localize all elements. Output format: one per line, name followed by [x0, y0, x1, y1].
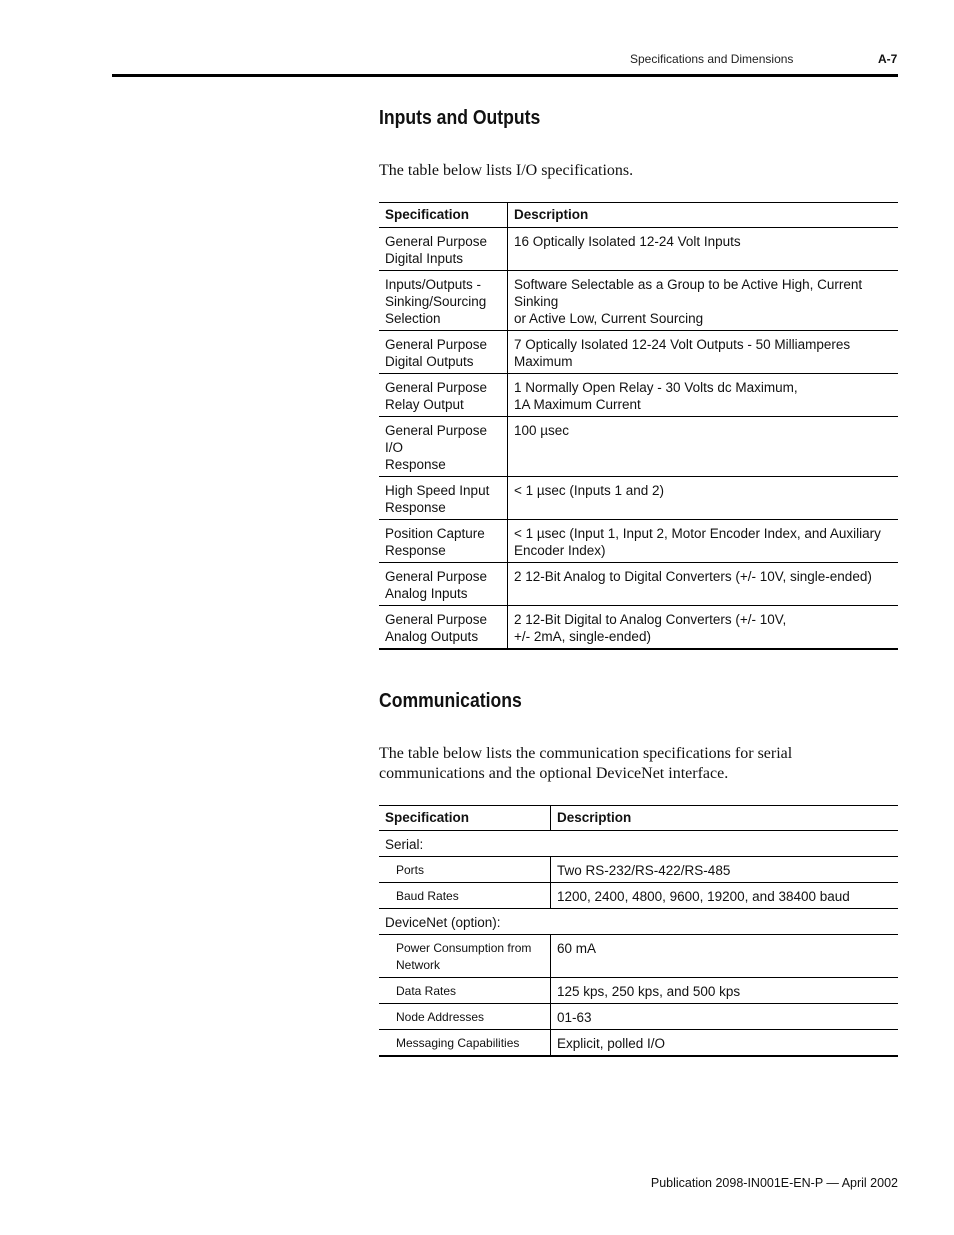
spec-cell: General Purpose Digital Inputs	[379, 228, 508, 271]
desc-cell: 2 12-Bit Digital to Analog Converters (+/- 10V, +/- 2mA, single-ended)	[508, 606, 899, 650]
table-row	[379, 271, 898, 331]
desc-cell: Two RS-232/RS-422/RS-485	[551, 857, 899, 883]
desc-cell: 7 Optically Isolated 12-24 Volt Outputs - 50 Milliamperes Maximum	[508, 331, 899, 374]
table-row	[379, 606, 898, 650]
spec-cell: Data Rates	[379, 978, 551, 1004]
spec-cell: General Purpose I/O Response	[379, 417, 508, 477]
column-header-description: Description	[551, 806, 899, 831]
io-intro: The table below lists I/O specifications.	[379, 162, 634, 179]
group-row	[379, 909, 898, 935]
spec-cell: Baud Rates	[379, 883, 551, 909]
comm-intro: The table below lists the communication specifications for serial communications and the optional DeviceNet interface.	[379, 745, 793, 782]
table-row	[379, 1030, 898, 1057]
table-row	[379, 563, 898, 606]
io-spec-table	[379, 202, 898, 650]
spec-cell: Inputs/Outputs - Sinking/Sourcing Selection	[379, 271, 508, 331]
spec-cell: General Purpose Analog Inputs	[379, 563, 508, 606]
group-label: Serial:	[379, 831, 898, 857]
table-row	[379, 857, 898, 883]
table-row	[379, 935, 898, 978]
spec-cell: General Purpose Digital Outputs	[379, 331, 508, 374]
table-row	[379, 374, 898, 417]
group-row	[379, 831, 898, 857]
table-row	[379, 228, 898, 271]
spec-cell: General Purpose Relay Output	[379, 374, 508, 417]
desc-cell: 60 mA	[551, 935, 899, 978]
desc-cell: < 1 µsec (Inputs 1 and 2)	[508, 477, 899, 520]
header-rule	[112, 74, 898, 77]
table-row	[379, 978, 898, 1004]
desc-cell: 2 12-Bit Analog to Digital Converters (+/- 10V, single-ended)	[508, 563, 899, 606]
column-header-description: Description	[508, 203, 899, 228]
spec-cell: Node Addresses	[379, 1004, 551, 1030]
desc-cell: 1200, 2400, 4800, 9600, 19200, and 38400 baud	[551, 883, 899, 909]
desc-cell: 100 µsec	[508, 417, 899, 477]
table-row	[379, 520, 898, 563]
desc-cell: 125 kps, 250 kps, and 500 kps	[551, 978, 899, 1004]
table-row	[379, 477, 898, 520]
spec-cell: Power Consumption from Network	[379, 935, 551, 978]
spec-cell: High Speed Input Response	[379, 477, 508, 520]
table-row	[379, 883, 898, 909]
desc-cell: Explicit, polled I/O	[551, 1030, 899, 1057]
spec-cell: Position Capture Response	[379, 520, 508, 563]
table-row	[379, 331, 898, 374]
table-row	[379, 1004, 898, 1030]
spec-cell: Ports	[379, 857, 551, 883]
table-header-row	[379, 806, 898, 831]
table-header-row	[379, 203, 898, 228]
group-label: DeviceNet (option):	[379, 909, 898, 935]
desc-cell: < 1 µsec (Input 1, Input 2, Motor Encoder Index, and Auxiliary Encoder Index)	[508, 520, 899, 563]
publication-footer: Publication 2098-IN001E-EN-P — April 2002	[650, 1176, 898, 1190]
comm-spec-table	[379, 805, 898, 1057]
desc-cell: Software Selectable as a Group to be Active High, Current Sinking or Active Low, Current Sourcing	[508, 271, 899, 331]
spec-cell: Messaging Capabilities	[379, 1030, 551, 1057]
table-row	[379, 417, 898, 477]
column-header-specification: Specification	[379, 806, 551, 831]
running-header: Specifications and Dimensions	[630, 52, 794, 66]
page-number: A-7	[878, 52, 898, 66]
desc-cell: 1 Normally Open Relay - 30 Volts dc Maximum, 1A Maximum Current	[508, 374, 899, 417]
column-header-specification: Specification	[379, 203, 508, 228]
spec-cell: General Purpose Analog Outputs	[379, 606, 508, 650]
comm-section-title: Communications	[379, 690, 522, 712]
desc-cell: 01-63	[551, 1004, 899, 1030]
desc-cell: 16 Optically Isolated 12-24 Volt Inputs	[508, 228, 899, 271]
io-section-title: Inputs and Outputs	[379, 107, 541, 129]
